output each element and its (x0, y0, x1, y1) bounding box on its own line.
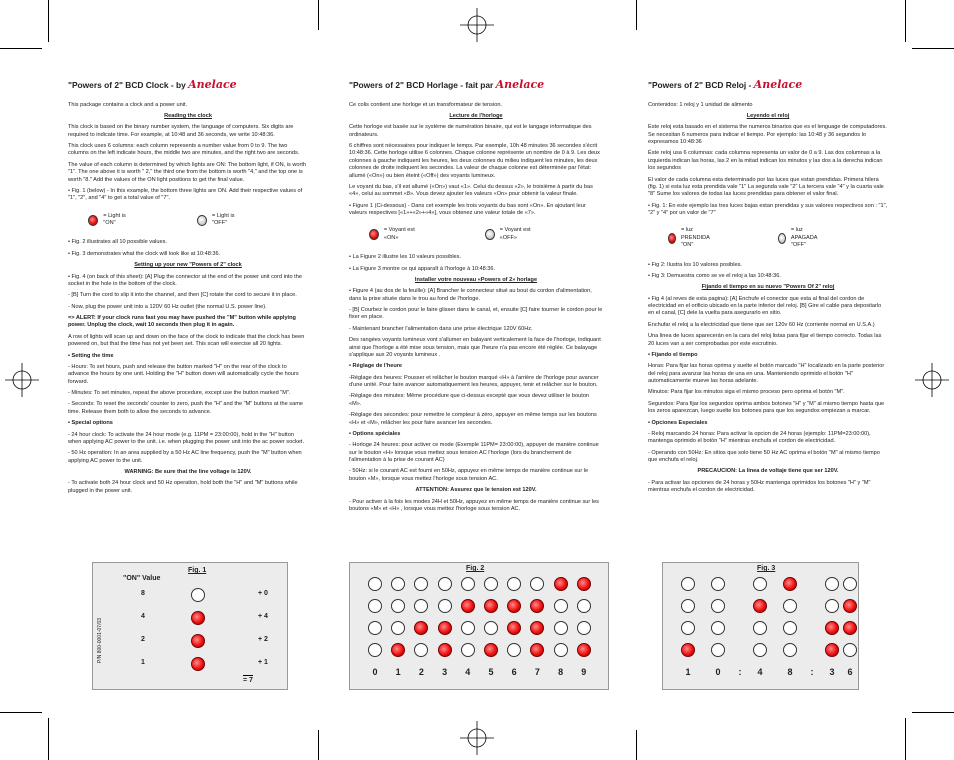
time-label: 4 (757, 667, 763, 677)
fig3-light (681, 599, 695, 613)
subheading: • Special options (68, 420, 113, 427)
brand-logo: Anelace (188, 78, 237, 91)
subheading: • Réglage de l'heure (349, 363, 403, 370)
paragraph: • Fig. 4 (on back of this sheet): [A] Plug the connector at the end of the power unit cord into the socket in the hole in the bottom of the clock. (68, 273, 302, 287)
title-text: "Powers of 2" BCD Clock - by (68, 80, 186, 90)
paragraph: • La Figure 3 montre ce qui apparaît à l'horloge à 10:48:36. (349, 265, 496, 272)
paragraph: 6 chiffres sont nécessaires pour indiquer le temps. Par exemple, 10h 48 minutes 36 secondes s'écrit 10:48:36. Cette horloge utilise 6 colonnes. Chaque colonne représente un nombre de 0 à 9. Les deux colonnes à gauche indiquent les heures, les deux colonnes du milieu indiquent les minutes, les deux colonnes de droite indiquent les secondes. La valeur de chaque colonne est déterminée par l'état: allumé («On») ou bien éteint («Off») des voyants lumineux. (349, 143, 600, 179)
fig2-light (530, 599, 544, 613)
paragraph: • Fig. 1 (below) - In this example, the bottom three lights are ON. Add their respective values of "1", "2", and "4" to get a total value of "7". (68, 187, 303, 202)
fig2-light (461, 643, 475, 657)
fig2-light (530, 643, 544, 657)
light-on-icon (668, 233, 676, 244)
legend (369, 227, 603, 242)
digit-label: 5 (488, 667, 494, 677)
figure-2 (349, 562, 609, 690)
fig3-light (783, 577, 797, 591)
paragraph: This clock uses 6 columns: each column represents a number value from 0 to 9. The two columns on the left indicate hours, the middle two are minutes, and the right two are seconds. (68, 143, 300, 157)
fig2-light (461, 577, 475, 591)
paragraph: Segundos: Para fijar los segundos oprima ambos botones "H" y "M" al mismo tiempo hasta que los zeros aparezcan, luego suelte los botones para que los segundos empiezan a marcar. (648, 400, 885, 415)
warning-text: PRECAUCION: La linea de voltaje tiene que ser 120V. (697, 468, 839, 475)
time-label: 8 (787, 667, 793, 677)
fig2-light (577, 643, 591, 657)
paragraph: • Fig 4 (al reves de esta pagina): [A] Enchufe el conector que esta al final del cordon de electricidad en el orificio ubicado en la parte inferior del reloj. [B] Gire el cable para depositarlo en el canal, [C] dele la vuelta para asegurarlo en sitio. (648, 295, 882, 317)
paragraph: - Maintenant brancher l'alimentation dans une prise électrique 120V 60Hz. (349, 325, 533, 332)
section-heading: Leyendo el reloj (746, 112, 790, 119)
paragraph: - To activate both 24 hour clock and 50 Hz operation, hold both the "H" and "M" buttons while plugged in the power unit. (68, 480, 298, 494)
paragraph: Este reloj esta basado en el sistema the numeros binarios que es el lenguage de computadores. Se necesitan 6 numeros para indicar el tiempo. Por ejemplo: las 10:48 y 36 segundos lo expresamos 10:48:36 (648, 124, 887, 146)
legend-on-label: = Light is "ON" (103, 212, 126, 227)
fig2-light (554, 577, 568, 591)
fig1-light (191, 657, 205, 671)
fig3-light (783, 643, 797, 657)
section-heading: Lecture de l'horloge (449, 112, 503, 119)
fig2-light (438, 599, 452, 613)
fig2-light (368, 599, 382, 613)
fig3-light (843, 621, 857, 635)
fig2-light (530, 621, 544, 635)
time-label: 3 (829, 667, 835, 677)
paragraph: Le voyant du bas, s'il est allumé («On») vaut «1». Celui du dessus «2», le troisième à partir du bas «4», celui au sommet «8». Vous devez ajouter les valeurs «On» pour obtenir la valeur finale. (349, 183, 593, 198)
paragraph: -Réglage des secondes: pour remettre le compteur à zéro, appuyer en même temps sur les boutons «H» et «M», relâcher les pour faire avancer les secondes. (349, 412, 597, 426)
fig2-light (414, 621, 428, 635)
paragraph: El valor de cada columna esta determinado por las luces que estan prendidas. Primera hilera (fig. 1) si esta luz esta prendida vale "1" La segunda vale "2" La tercera vale "4" y la cuarta vale "8" Sume los valores de todas las luces prendidas para obtener el valor final. (648, 176, 884, 198)
subheading: • Opciones Especiales (648, 419, 708, 426)
fig3-light (711, 599, 725, 613)
paragraph: -Réglage des minutes: Même procédure que ci-dessus excepté que vous devez utiliser le bouton «M». (349, 393, 590, 407)
paragraph: - Reloj marcando 24 horas: Para activar la opcion de 24 horas (ejemplo: 11PM=23:00:00), mantenga oprimido el botón "H" mientras enchufa el cordon de electricidad. (648, 430, 871, 445)
fig2-light (414, 643, 428, 657)
paragraph: -Réglage des heures: Pousser et relâcher le bouton marqué «H» à l'arrière de l'horloge pour avancer d'une unité. Pour faire avancer automatiquement les heures, appuyer, tenir et relâcher sur le bouton. (349, 374, 599, 389)
time-label: 6 (847, 667, 853, 677)
paragraph: - Minutes: To set minutes, repeat the above procedure, except use the button marked "M". (68, 390, 291, 397)
fig2-light (507, 577, 521, 591)
paragraph: This clock is based on the binary number system, the language of computers. Six digits are required to indicate time. For example, at 10:48 and 36 seconds, we write 10:48:36. (68, 124, 294, 138)
fig3-light (753, 577, 767, 591)
paragraph: - Operando con 50Hz: En sitios que solo tiene 50 Hz AC oprima el botón "M" al mismo tiempo que enchufa el reloj. (648, 449, 880, 464)
french-title (349, 78, 603, 93)
spanish-column (648, 78, 888, 499)
time-label: : (738, 667, 742, 677)
light-off-icon (778, 233, 786, 244)
fig2-light (391, 621, 405, 635)
fig3-light (783, 599, 797, 613)
fig3-light (843, 599, 857, 613)
figure-title: Fig. 2 (466, 565, 485, 572)
subheading: • Fijando el tiempo (648, 351, 698, 358)
fig2-light (554, 599, 568, 613)
paragraph: • Figure 1 (Ci-dessous) - Dans cet exemple les trois voyants du bas sont «On». En ajoutant leur valeurs respectives [«1»+«2»+«4»], vous obtenez une valeur totale de «7». (349, 202, 586, 217)
digit-label: 4 (465, 667, 471, 677)
intro-text: Contenidos: 1 reloj y 1 unidad de alimento (648, 101, 753, 108)
sum-label: + 4 (258, 613, 268, 620)
fig2-light (484, 643, 498, 657)
fig2-light (438, 621, 452, 635)
section-heading: Installer votre nouveau «Powers of 2» horlage (414, 276, 538, 283)
warning-text: WARNING: Be sure that the line voltage is 120V. (124, 469, 252, 476)
fig2-light (461, 599, 475, 613)
fig3-light (753, 643, 767, 657)
intro-text: Ce colis contient une horloge et un transformateur de tension. (349, 101, 502, 108)
fig2-light (577, 599, 591, 613)
light-on-icon (88, 215, 98, 226)
paragraph: Una linea de luces aparecerán en la cara del reloj listas para fijar el tiempo correcto. Todas las 20 luces van a ser comprobadas por este escrutinio. (648, 333, 882, 347)
paragraph: Enchufar el reloj a la electricidad que tiene que ser 120v 60 Hz (corriente normal en U.S.A.) (648, 321, 875, 328)
paragraph: - Hours: To set hours, push and release the button marked "H" on the rear of the clock to advance the hours by one unit. Holding the "H" button down will automatically cycle the hours forward. (68, 363, 299, 385)
paragraph: Minutos: Para fijar los minutos siga el mismo proceso pero oprima el botón "M". (648, 389, 845, 396)
title-text: "Powers of 2" BCD Horlage - fait par (349, 80, 494, 90)
paragraph: • Fig. 2 illustrates all 10 possible values. (68, 239, 167, 246)
figure-title: Fig. 1 (188, 567, 207, 574)
paragraph: - 24 hour clock: To activate the 24 hour mode (e.g. 11PM = 23:00:00), hold in the "H" button when applying AC power to the unit. i.e. when plugging the power unit into the ac power socket. (68, 431, 305, 445)
fig3-light (753, 599, 767, 613)
fig1-light (191, 634, 205, 648)
subheading: • Options spéciales (349, 430, 401, 437)
part-number: P/N 800-0001-07/03 (97, 617, 103, 663)
figure-1 (92, 562, 288, 690)
title-text: "Powers of 2" BCD Reloj - (648, 80, 752, 90)
fig2-light (554, 643, 568, 657)
paragraph: - Pour activer à la fois les modes 24H et 50Hz, appuyez en même temps de manière continue sur les boutons «M» et «H» , lorsque vous mettez l'horloge sous tension AC. (349, 498, 599, 512)
time-label: : (810, 667, 814, 677)
digit-label: 8 (558, 667, 564, 677)
subheading: • Setting the time (68, 352, 114, 359)
intro-text: This package contains a clock and a power unit. (68, 101, 188, 108)
fig2-light (438, 577, 452, 591)
section-heading: Setting up your new "Powers of 2" clock (134, 262, 242, 269)
sum-label: + 0 (258, 590, 268, 597)
warning-text: ATTENTION: Assurez que le tension est 120V. (415, 487, 537, 494)
fig2-light (530, 577, 544, 591)
fig2-light (484, 577, 498, 591)
alert-text: => ALERT: If your clock runs fast you may have pushed the "M" button while applying power. Unplug the clock, wait 10 seconds then plug it in again. (68, 315, 296, 329)
fig2-light (484, 621, 498, 635)
fig2-light (391, 643, 405, 657)
section-heading: Fijando el tiempo en su nuevo "Powers Of 2" reloj (701, 284, 835, 291)
legend-off-label: = Light is "OFF" (211, 212, 235, 227)
brand-logo: Anelace (495, 78, 545, 91)
brand-logo: Anelace (753, 78, 803, 91)
legend-off-label: = luz APAGADA "OFF" (790, 227, 818, 249)
legend-on-label: = Voyant est «ON» (383, 227, 415, 241)
paragraph: Cette horloge est basée sur le système de numération binaire, qui est le langage informatique des ordinateurs. (349, 124, 592, 138)
sum-label: + 2 (258, 636, 268, 643)
fig3-light (783, 621, 797, 635)
spanish-title (648, 78, 888, 93)
digit-label: 7 (534, 667, 540, 677)
fig3-light (825, 643, 839, 657)
fig2-light (414, 599, 428, 613)
fig2-light (414, 577, 428, 591)
time-label: 1 (685, 667, 691, 677)
fig2-light (368, 621, 382, 635)
figure-3 (662, 562, 859, 690)
paragraph: • Fig 2: Ilustra los 10 valores posibles. (648, 261, 742, 268)
legend (88, 213, 308, 228)
paragraph: • Figure 4 (au dos de la feuille): [A] Brancher le connecteur situé au bout du cordon d'alimentation, dans la prise située dans le trou au fond de l'horloge. (349, 288, 592, 302)
digit-label: 6 (511, 667, 517, 677)
fig3-light (843, 577, 857, 591)
fig3-light (681, 643, 695, 657)
english-title (68, 78, 308, 93)
paragraph: Éste reloj usa 6 columnas: cada columna representa un valor de 0 a 9. Las dos columnas a la izquierda indican las horas, las 2 en la mitad indican los minutos y las dos a la derecha indican los segundos (648, 150, 883, 172)
paragraph: • La Figure 2 illustre les 10 valeurs possibles. (349, 254, 462, 261)
fig2-light (391, 577, 405, 591)
fig3-light (711, 577, 725, 591)
fig2-light (577, 577, 591, 591)
paragraph: Horas: Para fijar las horas oprima y suelte el botón marcado "H" localizado en la parte posterior del reloj para avanzar las horas de una en una. Manteniendo oprimido el botón "H" automaticamente mueve las horas adelante. (648, 363, 885, 385)
paragraph: - [B] Turn the cord to slip it into the channel, and then [C] rotate the cord to secure it in place. (68, 292, 297, 299)
light-off-icon (197, 215, 207, 226)
paragraph: - [B] Courbez le cordon pour le faire glisser dans le canal, et, ensuite [C] faire tourner le cordon pour le fixer en place. (349, 307, 603, 321)
time-label: 0 (715, 667, 721, 677)
fig3-light (843, 643, 857, 657)
french-column (349, 78, 603, 517)
paragraph: The value of each column is determined by which lights are ON: The bottom light, if ON, is worth "1". The one above it is worth " 2," the third one from the bottom is worth "4," and the top one is worth "8." Add the values of the ON light positions to get the final value. (68, 161, 307, 183)
fig3-light (681, 577, 695, 591)
digit-label: 2 (418, 667, 424, 677)
paragraph: - 50 Hz operation: In an area supplied by a 50 Hz AC line frequency, push the "M" button when applying AC power to the unit. (68, 450, 302, 464)
fig2-light (577, 621, 591, 635)
english-column (68, 78, 308, 499)
fig1-light (191, 588, 205, 602)
fig1-light (191, 611, 205, 625)
section-heading: Reading the clock (164, 112, 212, 119)
legend-off-label: = Voyant est «OFF» (499, 227, 531, 241)
fig2-light (507, 599, 521, 613)
fig2-light (368, 643, 382, 657)
fig3-light (825, 599, 839, 613)
paragraph: Des rangées voyants lumineux vont s'allumer en balayant verticalement la face de l'horloge, indiquant ainsi que l'horloge a été mise sous tension, mais que l'heure n'a pas encore été réglée. Ce balayage s'applique aux 20 voyants lumineux . (349, 337, 601, 358)
fig3-light (825, 577, 839, 591)
fig2-light (438, 643, 452, 657)
fig3-light (825, 621, 839, 635)
legend-on-label: = luz PRENDIDA "ON" (680, 227, 710, 249)
fig3-light (753, 621, 767, 635)
place-value-label: 4 (141, 613, 145, 620)
digit-label: 3 (442, 667, 448, 677)
light-off-icon (485, 229, 495, 240)
figure-title: Fig. 3 (757, 565, 776, 572)
paragraph: A row of lights will scan up and down on the face of the clock to indicate that the clock has been powered on, but that the time has not yet been set. This scan will exercise all 20 lights. (68, 333, 305, 348)
total-label: = 7 (243, 677, 253, 684)
digit-label: 1 (395, 667, 401, 677)
fig2-light (368, 577, 382, 591)
place-value-label: 2 (141, 636, 145, 643)
fig3-light (711, 621, 725, 635)
paragraph: - Now, plug the power unit into a 120V 60 Hz outlet (the normal U.S. power line). (68, 303, 267, 310)
fig2-light (461, 621, 475, 635)
paragraph: • Fig. 1: En este ejemplo las tres luces bajas estan prendidas y sus valores respectivos son : "1", "2" y "4" por un valor de "7" (648, 202, 888, 217)
fig2-light (507, 621, 521, 635)
fig2-light (507, 643, 521, 657)
digit-label: 0 (372, 667, 378, 677)
fig2-light (484, 599, 498, 613)
place-value-label: 8 (141, 590, 145, 597)
place-value-label: 1 (141, 659, 145, 666)
paragraph: - Para activar las opciones de 24 horas y 50Hz mantenga oprimidos los botones "H" y "M" mientras enchufa el cordon de electricidad. (648, 479, 871, 494)
paragraph: • Fig 3: Demuestra como se ve el reloj a las 10:48:36. (648, 272, 781, 279)
paragraph: - Horloge 24 heures: pour activer ce mode (Exemple 11PM= 23:00:00), appuyer de manière continue sur le bouton «H» lorsque vous mettez sous tension AC l'horloge (lors du branchement de l'alimentation à la prise de courant AC) (349, 442, 599, 464)
sum-label: + 1 (258, 659, 268, 666)
light-on-icon (369, 229, 379, 240)
digit-label: 9 (581, 667, 587, 677)
fig3-light (711, 643, 725, 657)
paragraph: - 50Hz: si le courant AC est fourni en 50Hz, appuyez en même temps de manière continue sur le bouton «M», lorsque vous mettez l'horloge sous tension AC. (349, 468, 589, 482)
paragraph: • Fig. 3 demonstrates what the clock will look like at 10:48:36. (68, 250, 221, 257)
fig3-light (681, 621, 695, 635)
fig2-light (391, 599, 405, 613)
on-value-header: "ON" Value (123, 575, 161, 582)
fig2-light (554, 621, 568, 635)
paragraph: - Seconds: To reset the seconds' counter to zero, push the "H" and the "M" buttons at the same time. Release them both to allow the seconds to advance. (68, 401, 303, 415)
legend (668, 227, 888, 249)
